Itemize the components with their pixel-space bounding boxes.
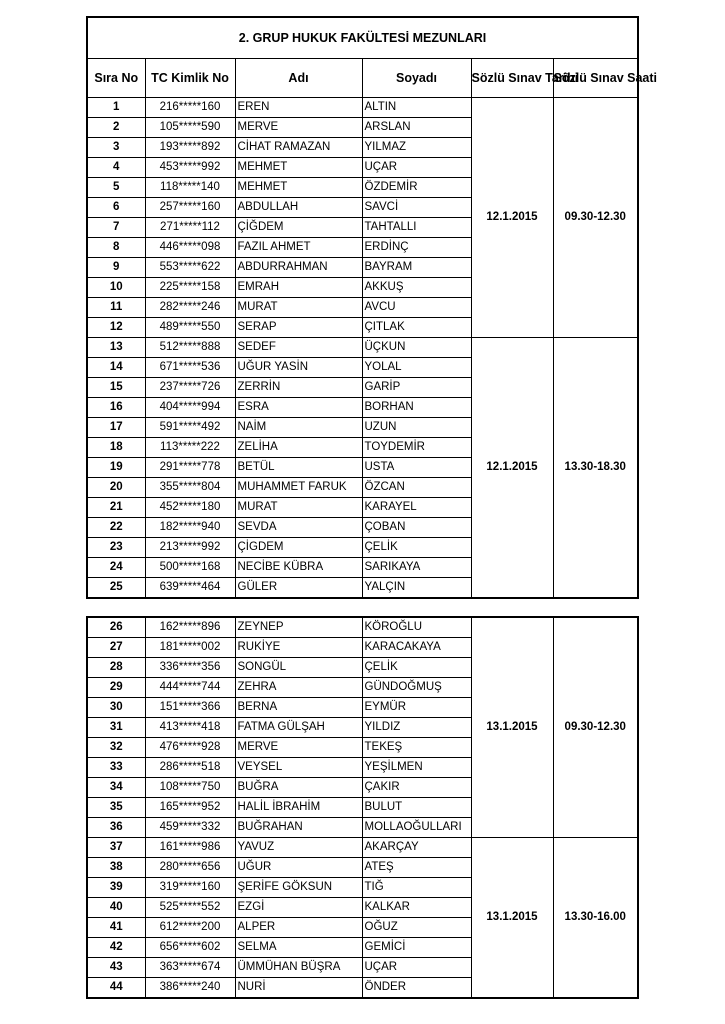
tc-kimlik-no: 286*****518	[145, 758, 235, 778]
first-name: ZEYNEP	[235, 617, 362, 638]
last-name: MOLLAOĞULLARI	[362, 818, 471, 838]
row-number: 33	[87, 758, 145, 778]
tc-kimlik-no: 591*****492	[145, 418, 235, 438]
last-name: OĞUZ	[362, 918, 471, 938]
first-name: ABDURRAHMAN	[235, 258, 362, 278]
row-number: 17	[87, 418, 145, 438]
tc-kimlik-no: 489*****550	[145, 318, 235, 338]
row-number: 13	[87, 338, 145, 358]
first-name: SEDEF	[235, 338, 362, 358]
tc-kimlik-no: 280*****656	[145, 858, 235, 878]
first-name: NURİ	[235, 978, 362, 999]
tc-kimlik-no: 162*****896	[145, 617, 235, 638]
tc-kimlik-no: 404*****994	[145, 398, 235, 418]
last-name: ATEŞ	[362, 858, 471, 878]
first-name: EZGİ	[235, 898, 362, 918]
first-name: BETÜL	[235, 458, 362, 478]
header-sira-no: Sıra No	[87, 59, 145, 98]
row-number: 16	[87, 398, 145, 418]
table-title: 2. GRUP HUKUK FAKÜLTESİ MEZUNLARI	[87, 17, 638, 59]
first-name: MEHMET	[235, 178, 362, 198]
tc-kimlik-no: 271*****112	[145, 218, 235, 238]
first-name: MURAT	[235, 298, 362, 318]
tc-kimlik-no: 512*****888	[145, 338, 235, 358]
first-name: RUKİYE	[235, 638, 362, 658]
row-number: 38	[87, 858, 145, 878]
header-sinav-saati: Sözlü Sınav Saati	[553, 59, 638, 98]
header-adi: Adı	[235, 59, 362, 98]
first-name: GÜLER	[235, 578, 362, 599]
row-number: 9	[87, 258, 145, 278]
row-number: 28	[87, 658, 145, 678]
exam-date: 12.1.2015	[471, 98, 553, 338]
first-name: BUĞRA	[235, 778, 362, 798]
last-name: ÇELİK	[362, 658, 471, 678]
tc-kimlik-no: 118*****140	[145, 178, 235, 198]
first-name: MERVE	[235, 118, 362, 138]
exam-date: 12.1.2015	[471, 338, 553, 599]
first-name: ZEHRA	[235, 678, 362, 698]
last-name: UÇAR	[362, 958, 471, 978]
last-name: ÇOBAN	[362, 518, 471, 538]
row-number: 11	[87, 298, 145, 318]
row-number: 19	[87, 458, 145, 478]
tc-kimlik-no: 193*****892	[145, 138, 235, 158]
last-name: ÖZDEMİR	[362, 178, 471, 198]
last-name: AVCU	[362, 298, 471, 318]
row-number: 20	[87, 478, 145, 498]
row-number: 39	[87, 878, 145, 898]
last-name: ÖNDER	[362, 978, 471, 999]
first-name: ZELİHA	[235, 438, 362, 458]
first-name: BERNA	[235, 698, 362, 718]
first-name: ÜMMÜHAN BÜŞRA	[235, 958, 362, 978]
last-name: ERDİNÇ	[362, 238, 471, 258]
last-name: BULUT	[362, 798, 471, 818]
first-name: BUĞRAHAN	[235, 818, 362, 838]
last-name: GÜNDOĞMUŞ	[362, 678, 471, 698]
first-name: MURAT	[235, 498, 362, 518]
row-number: 6	[87, 198, 145, 218]
tc-kimlik-no: 225*****158	[145, 278, 235, 298]
last-name: KALKAR	[362, 898, 471, 918]
row-number: 26	[87, 617, 145, 638]
last-name: YEŞİLMEN	[362, 758, 471, 778]
last-name: YOLAL	[362, 358, 471, 378]
tc-kimlik-no: 413*****418	[145, 718, 235, 738]
exam-time: 13.30-18.30	[553, 338, 638, 599]
row-number: 41	[87, 918, 145, 938]
row-number: 32	[87, 738, 145, 758]
first-name: SELMA	[235, 938, 362, 958]
tc-kimlik-no: 386*****240	[145, 978, 235, 999]
tc-kimlik-no: 165*****952	[145, 798, 235, 818]
row-number: 44	[87, 978, 145, 999]
tc-kimlik-no: 500*****168	[145, 558, 235, 578]
first-name: CİHAT RAMAZAN	[235, 138, 362, 158]
tc-kimlik-no: 291*****778	[145, 458, 235, 478]
row-number: 8	[87, 238, 145, 258]
last-name: GEMİCİ	[362, 938, 471, 958]
last-name: UÇAR	[362, 158, 471, 178]
row-number: 10	[87, 278, 145, 298]
tc-kimlik-no: 319*****160	[145, 878, 235, 898]
row-number: 25	[87, 578, 145, 599]
table-row	[87, 98, 638, 118]
tc-kimlik-no: 553*****622	[145, 258, 235, 278]
tc-kimlik-no: 525*****552	[145, 898, 235, 918]
tc-kimlik-no: 671*****536	[145, 358, 235, 378]
last-name: ÇITLAK	[362, 318, 471, 338]
last-name: ÜÇKUN	[362, 338, 471, 358]
last-name: AKARÇAY	[362, 838, 471, 858]
row-number: 5	[87, 178, 145, 198]
first-name: MUHAMMET FARUK	[235, 478, 362, 498]
table-row	[87, 838, 638, 858]
first-name: YAVUZ	[235, 838, 362, 858]
row-number: 35	[87, 798, 145, 818]
last-name: ÇAKIR	[362, 778, 471, 798]
graduates-table-page-1	[86, 16, 658, 599]
row-number: 29	[87, 678, 145, 698]
row-number: 1	[87, 98, 145, 118]
first-name: ZERRİN	[235, 378, 362, 398]
last-name: ARSLAN	[362, 118, 471, 138]
row-number: 22	[87, 518, 145, 538]
tc-kimlik-no: 452*****180	[145, 498, 235, 518]
first-name: NECİBE KÜBRA	[235, 558, 362, 578]
row-number: 40	[87, 898, 145, 918]
first-name: EREN	[235, 98, 362, 118]
table-row	[87, 338, 638, 358]
row-number: 42	[87, 938, 145, 958]
first-name: ŞERİFE GÖKSUN	[235, 878, 362, 898]
last-name: YILDIZ	[362, 718, 471, 738]
row-number: 21	[87, 498, 145, 518]
tc-kimlik-no: 181*****002	[145, 638, 235, 658]
last-name: TOYDEMİR	[362, 438, 471, 458]
tc-kimlik-no: 476*****928	[145, 738, 235, 758]
first-name: ABDULLAH	[235, 198, 362, 218]
row-number: 3	[87, 138, 145, 158]
row-number: 2	[87, 118, 145, 138]
exam-time: 09.30-12.30	[553, 617, 638, 838]
row-number: 24	[87, 558, 145, 578]
row-number: 31	[87, 718, 145, 738]
first-name: NAİM	[235, 418, 362, 438]
last-name: BAYRAM	[362, 258, 471, 278]
last-name: UZUN	[362, 418, 471, 438]
tc-kimlik-no: 612*****200	[145, 918, 235, 938]
last-name: YILMAZ	[362, 138, 471, 158]
first-name: SERAP	[235, 318, 362, 338]
last-name: USTA	[362, 458, 471, 478]
row-number: 30	[87, 698, 145, 718]
first-name: ALPER	[235, 918, 362, 938]
exam-date: 13.1.2015	[471, 617, 553, 838]
first-name: UĞUR YASİN	[235, 358, 362, 378]
tc-kimlik-no: 355*****804	[145, 478, 235, 498]
header-sinav-tarihi: Sözlü Sınav Tarihi	[471, 59, 553, 98]
tc-kimlik-no: 446*****098	[145, 238, 235, 258]
last-name: KÖROĞLU	[362, 617, 471, 638]
header-tc-kimlik-no: TC Kimlik No	[145, 59, 235, 98]
last-name: TEKEŞ	[362, 738, 471, 758]
last-name: BORHAN	[362, 398, 471, 418]
last-name: KARAYEL	[362, 498, 471, 518]
last-name: ÇELİK	[362, 538, 471, 558]
first-name: FATMA GÜLŞAH	[235, 718, 362, 738]
last-name: AKKUŞ	[362, 278, 471, 298]
tc-kimlik-no: 453*****992	[145, 158, 235, 178]
row-number: 18	[87, 438, 145, 458]
first-name: ESRA	[235, 398, 362, 418]
row-number: 34	[87, 778, 145, 798]
last-name: TAHTALLI	[362, 218, 471, 238]
row-number: 27	[87, 638, 145, 658]
last-name: KARACAKAYA	[362, 638, 471, 658]
tc-kimlik-no: 237*****726	[145, 378, 235, 398]
tc-kimlik-no: 151*****366	[145, 698, 235, 718]
last-name: YALÇIN	[362, 578, 471, 599]
tc-kimlik-no: 282*****246	[145, 298, 235, 318]
tc-kimlik-no: 161*****986	[145, 838, 235, 858]
tc-kimlik-no: 363*****674	[145, 958, 235, 978]
row-number: 14	[87, 358, 145, 378]
exam-time: 13.30-16.00	[553, 838, 638, 999]
tc-kimlik-no: 216*****160	[145, 98, 235, 118]
row-number: 23	[87, 538, 145, 558]
tc-kimlik-no: 105*****590	[145, 118, 235, 138]
exam-time: 09.30-12.30	[553, 98, 638, 338]
first-name: HALİL İBRAHİM	[235, 798, 362, 818]
first-name: FAZIL AHMET	[235, 238, 362, 258]
last-name: SAVCİ	[362, 198, 471, 218]
last-name: ÖZCAN	[362, 478, 471, 498]
first-name: VEYSEL	[235, 758, 362, 778]
last-name: GARİP	[362, 378, 471, 398]
row-number: 12	[87, 318, 145, 338]
row-number: 4	[87, 158, 145, 178]
first-name: SONGÜL	[235, 658, 362, 678]
tc-kimlik-no: 444*****744	[145, 678, 235, 698]
last-name: TIĞ	[362, 878, 471, 898]
first-name: UĞUR	[235, 858, 362, 878]
tc-kimlik-no: 182*****940	[145, 518, 235, 538]
row-number: 7	[87, 218, 145, 238]
graduates-table-page-2	[86, 616, 639, 999]
first-name: MERVE	[235, 738, 362, 758]
tc-kimlik-no: 336*****356	[145, 658, 235, 678]
last-name: EYMÜR	[362, 698, 471, 718]
tc-kimlik-no: 459*****332	[145, 818, 235, 838]
row-number: 36	[87, 818, 145, 838]
header-soyadi: Soyadı	[362, 59, 471, 98]
row-number: 37	[87, 838, 145, 858]
tc-kimlik-no: 213*****992	[145, 538, 235, 558]
last-name: ALTIN	[362, 98, 471, 118]
tc-kimlik-no: 113*****222	[145, 438, 235, 458]
first-name: ÇİĞDEM	[235, 218, 362, 238]
first-name: MEHMET	[235, 158, 362, 178]
tc-kimlik-no: 108*****750	[145, 778, 235, 798]
tc-kimlik-no: 656*****602	[145, 938, 235, 958]
first-name: ÇİGDEM	[235, 538, 362, 558]
first-name: SEVDA	[235, 518, 362, 538]
tc-kimlik-no: 639*****464	[145, 578, 235, 599]
last-name: SARIKAYA	[362, 558, 471, 578]
tc-kimlik-no: 257*****160	[145, 198, 235, 218]
exam-date: 13.1.2015	[471, 838, 553, 999]
row-number: 15	[87, 378, 145, 398]
table-row	[87, 617, 638, 638]
first-name: EMRAH	[235, 278, 362, 298]
row-number: 43	[87, 958, 145, 978]
